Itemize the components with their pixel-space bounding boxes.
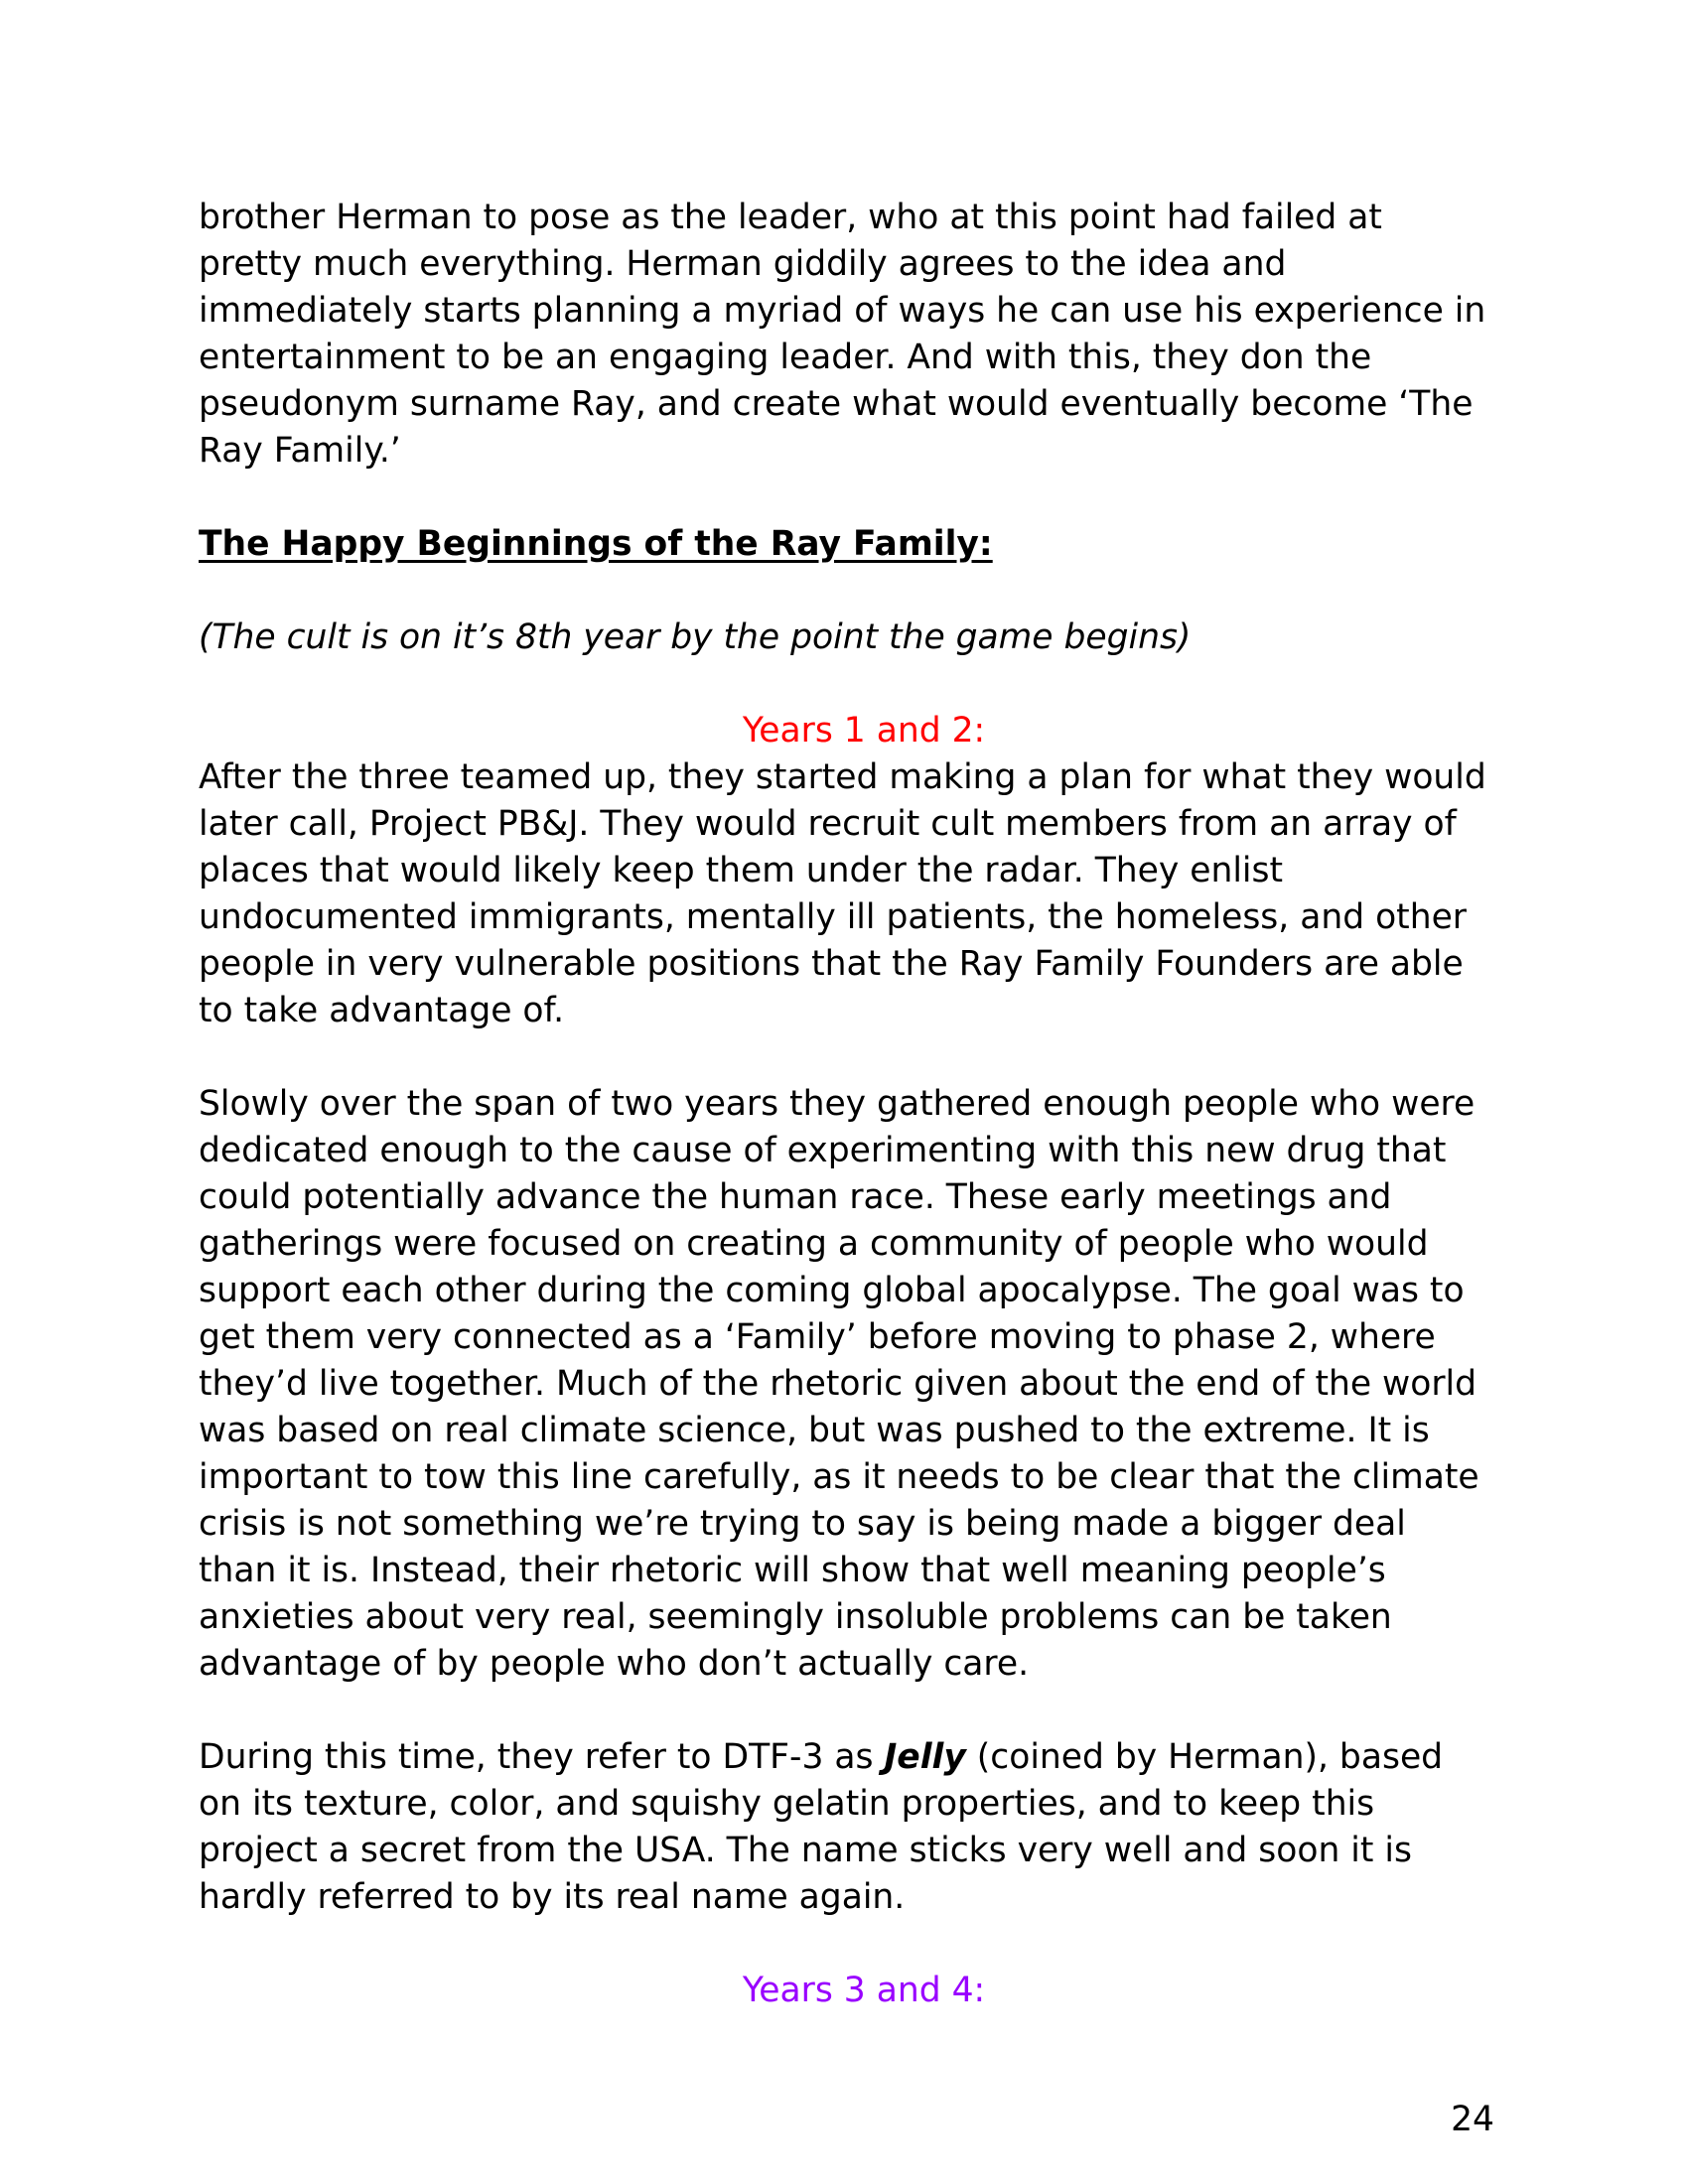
years-1-2-paragraph-3 [199,1734,1494,1921]
spacer [199,1034,1494,1081]
years-1-2-paragraph-2: Slowly over the span of two years they gathered enough people who were dedicated enough to the cause of experimenting with this new drug that could potentially advance the human race. These early meetings and gatherings were focused on creating a community of people who would support each other during the coming global apocalypse. The goal was to get them very connected as a ‘Family’ before moving to phase 2, where they’d live together. Much of the rhetoric given about the end of the world was based on real climate science, but was pushed to the extreme. It is important to tow this line carefully, as it needs to be clear that the climate crisis is not something we’re trying to say is being made a bigger deal than it is. Instead, their rhetoric will show that well meaning people’s anxieties about very real, seemingly insoluble problems can be taken advantage of by people who don’t actually care. [199,1084,1479,1684]
spacer [199,1921,1494,1968]
paragraph-3-text-after: (coined by Herman), based on its texture, color, and squishy gelatin properties, and to keep this project a secret from the USA. The name sticks very well and soon it is hardly referred to by its real name again. [199,1737,1444,1917]
years-3-4-heading: Years 3 and 4: [742,1971,986,2010]
spacer [199,568,1494,614]
italic-note: (The cult is on it’s 8th year by the point the game begins) [199,617,1192,657]
spacer [199,661,1494,708]
years-1-2-heading: Years 1 and 2: [742,711,986,751]
intro-paragraph: brother Herman to pose as the leader, who at this point had failed at pretty much everything. Herman giddily agrees to the idea and immediately starts planning a myriad of ways he can use his experience in entertainment to be an engaging leader. And with this, they don the pseudonym surname Ray, and create what would eventually become ‘The Ray Family.’ [199,198,1486,471]
spacer [199,1688,1494,1734]
spacer [199,475,1494,521]
section-heading: The Happy Beginnings of the Ray Family: [199,524,993,564]
document-page [199,195,1494,2014]
years-1-2-paragraph-1: After the three teamed up, they started making a plan for what they would later call, Project PB&J. They would recruit cult members from an array of places that would likely keep them under the radar. They enlist undocumented immigrants, mentally ill patients, the homeless, and other people in very vulnerable positions that the Ray Family Founders are able to take advantage of. [199,757,1486,1030]
page-number: 24 [1451,2100,1494,2139]
jelly-emphasis: Jelly [884,1737,966,1777]
paragraph-3-text-before: During this time, they refer to DTF-3 as [199,1737,885,1777]
